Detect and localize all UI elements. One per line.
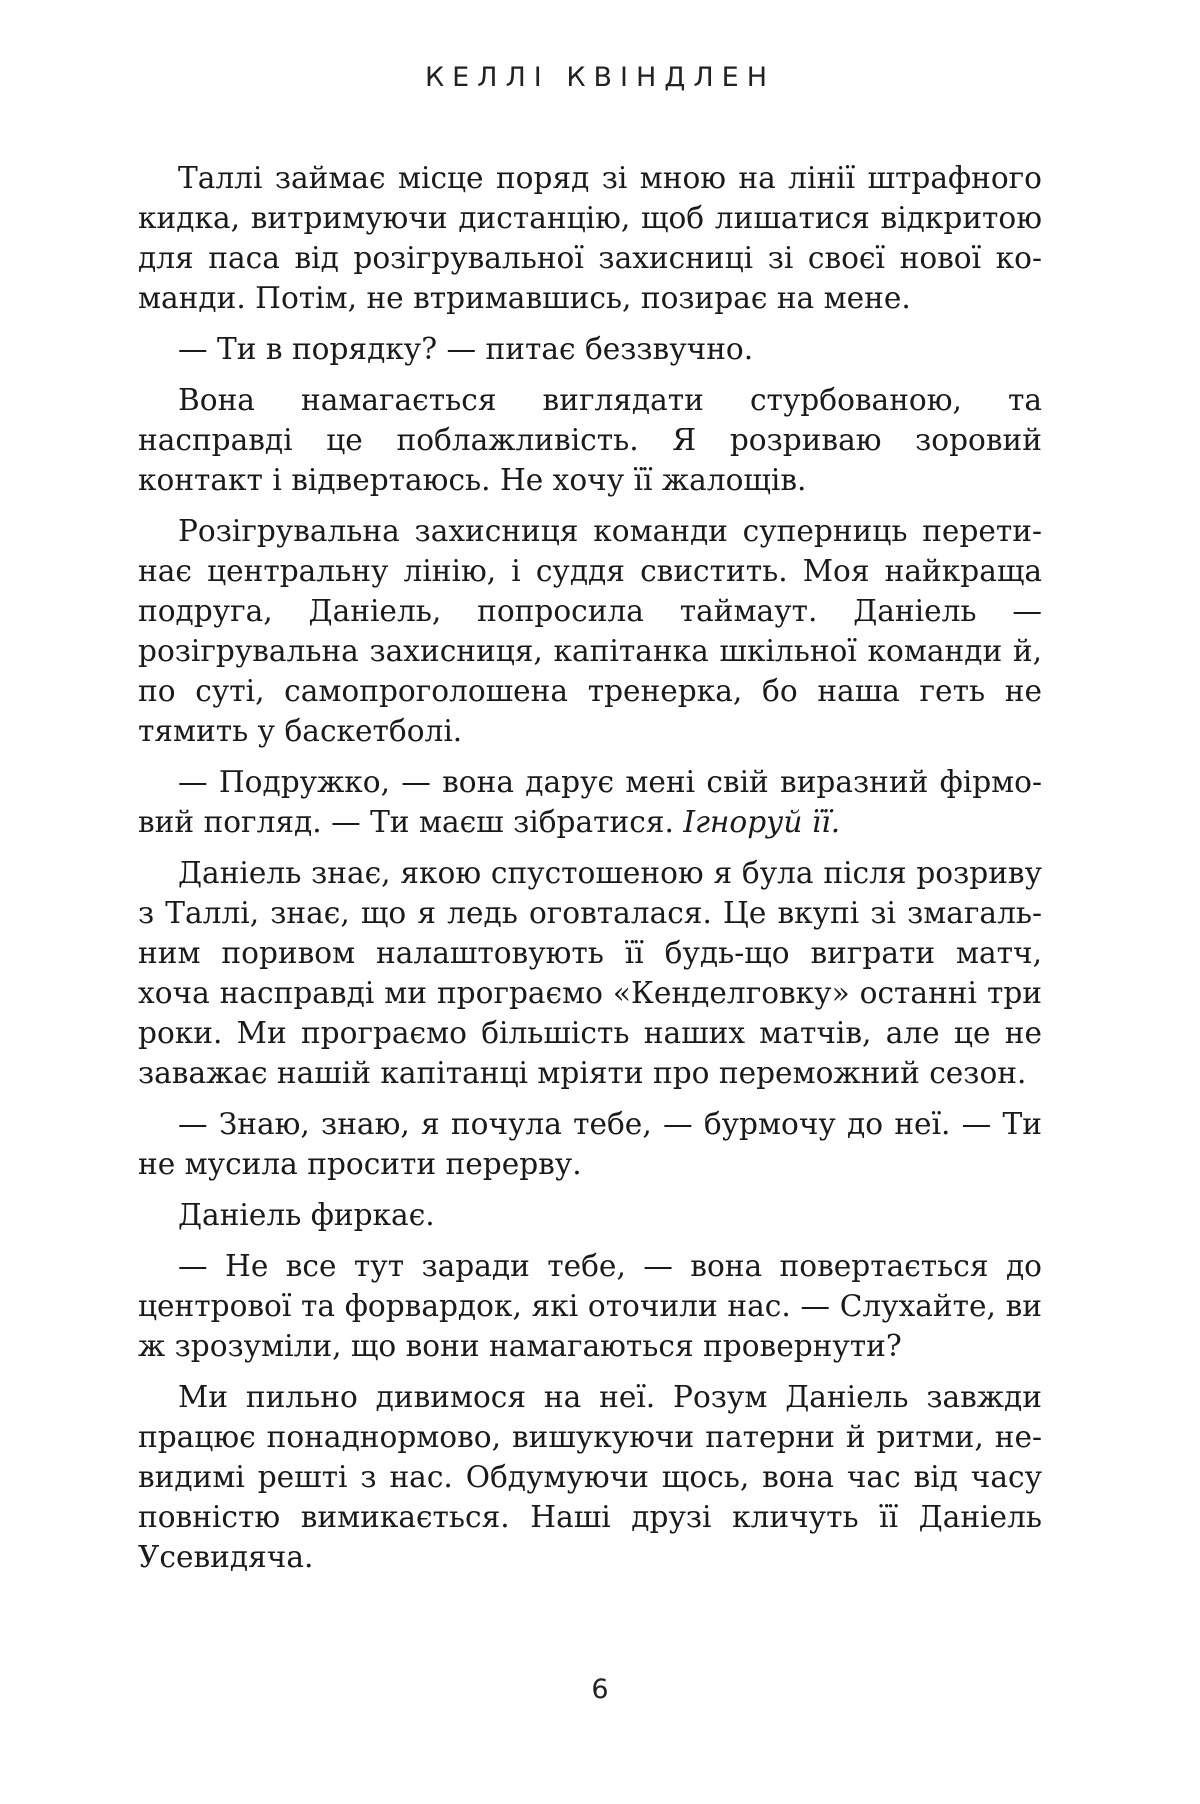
paragraph-5 (138, 762, 1042, 842)
paragraph-9: — Не все тут заради тебе, — вона повертається до центрової та форвардок, які оточили нас. — Слухайте, ви ж зрозуміли, що вони намагаються провернути? (138, 1249, 1042, 1363)
paragraph-5-italic: Ігноруй її. (683, 805, 841, 839)
paragraph-6: Даніель знає, якою спустошеною я була після розриву з Таллі, знає, що я ледь оговталася. Це вкупі зі змагальним поривом налаштовують її будь-що виграти матч, хоча насправді ми програємо «Кенделговку» останні три роки. Ми програємо більшість наших матчів, але це не заважає нашій капітанці мріяти про переможний сезон. (138, 856, 1042, 1090)
paragraph-7: — Знаю, знаю, я почула тебе, — бурмочу до неї. — Ти не мусила просити перерву. (138, 1107, 1042, 1181)
paragraph-4: Розігрувальна захисниця команди суперниць перетинає центральну лінію, і суддя свистить. Моя найкраща подруга, Даніель, попросила таймаут. Даніель — розігрувальна захисниця, капітанка шкільної команди й, по суті, самопроголошена тренерка, бо наша геть не тямить у баскетболі. (138, 514, 1042, 748)
paragraph-10: Ми пильно дивимося на неї. Розум Даніель завжди працює понаднормово, вишукуючи патерни й ритми, невидимі решті з нас. Обдумуючи щось, вона час від часу повністю вимикається. Наші друзі кличуть її Даніель Усевидяча. (138, 1380, 1042, 1574)
body-text (138, 158, 1042, 1577)
paragraph-8: Даніель фиркає. (178, 1198, 435, 1232)
paragraph-2: — Ти в порядку? — питає беззвучно. (178, 332, 754, 366)
paragraph-1: Таллі займає місце поряд зі мною на лінії штрафного кидка, витримуючи дистанцію, щоб лишатися відкритою для паса від розігрувальної захисниці зі своєї нової команди. Потім, не втримавшись, позирає на мене. (138, 161, 1042, 315)
paragraph-3: Вона намагається виглядати стурбованою, та насправді це поблажливість. Я розриваю зоровий контакт і відвертаюсь. Не хочу її жалощів. (138, 383, 1042, 497)
running-header: КЕЛЛІ КВІНДЛЕН (424, 62, 776, 93)
page-number: 6 (591, 1674, 609, 1705)
paragraph-5-text: — Подружко, — вона дарує мені свій виразний фірмовий погляд. — Ти маєш зібратися. (138, 765, 1042, 839)
